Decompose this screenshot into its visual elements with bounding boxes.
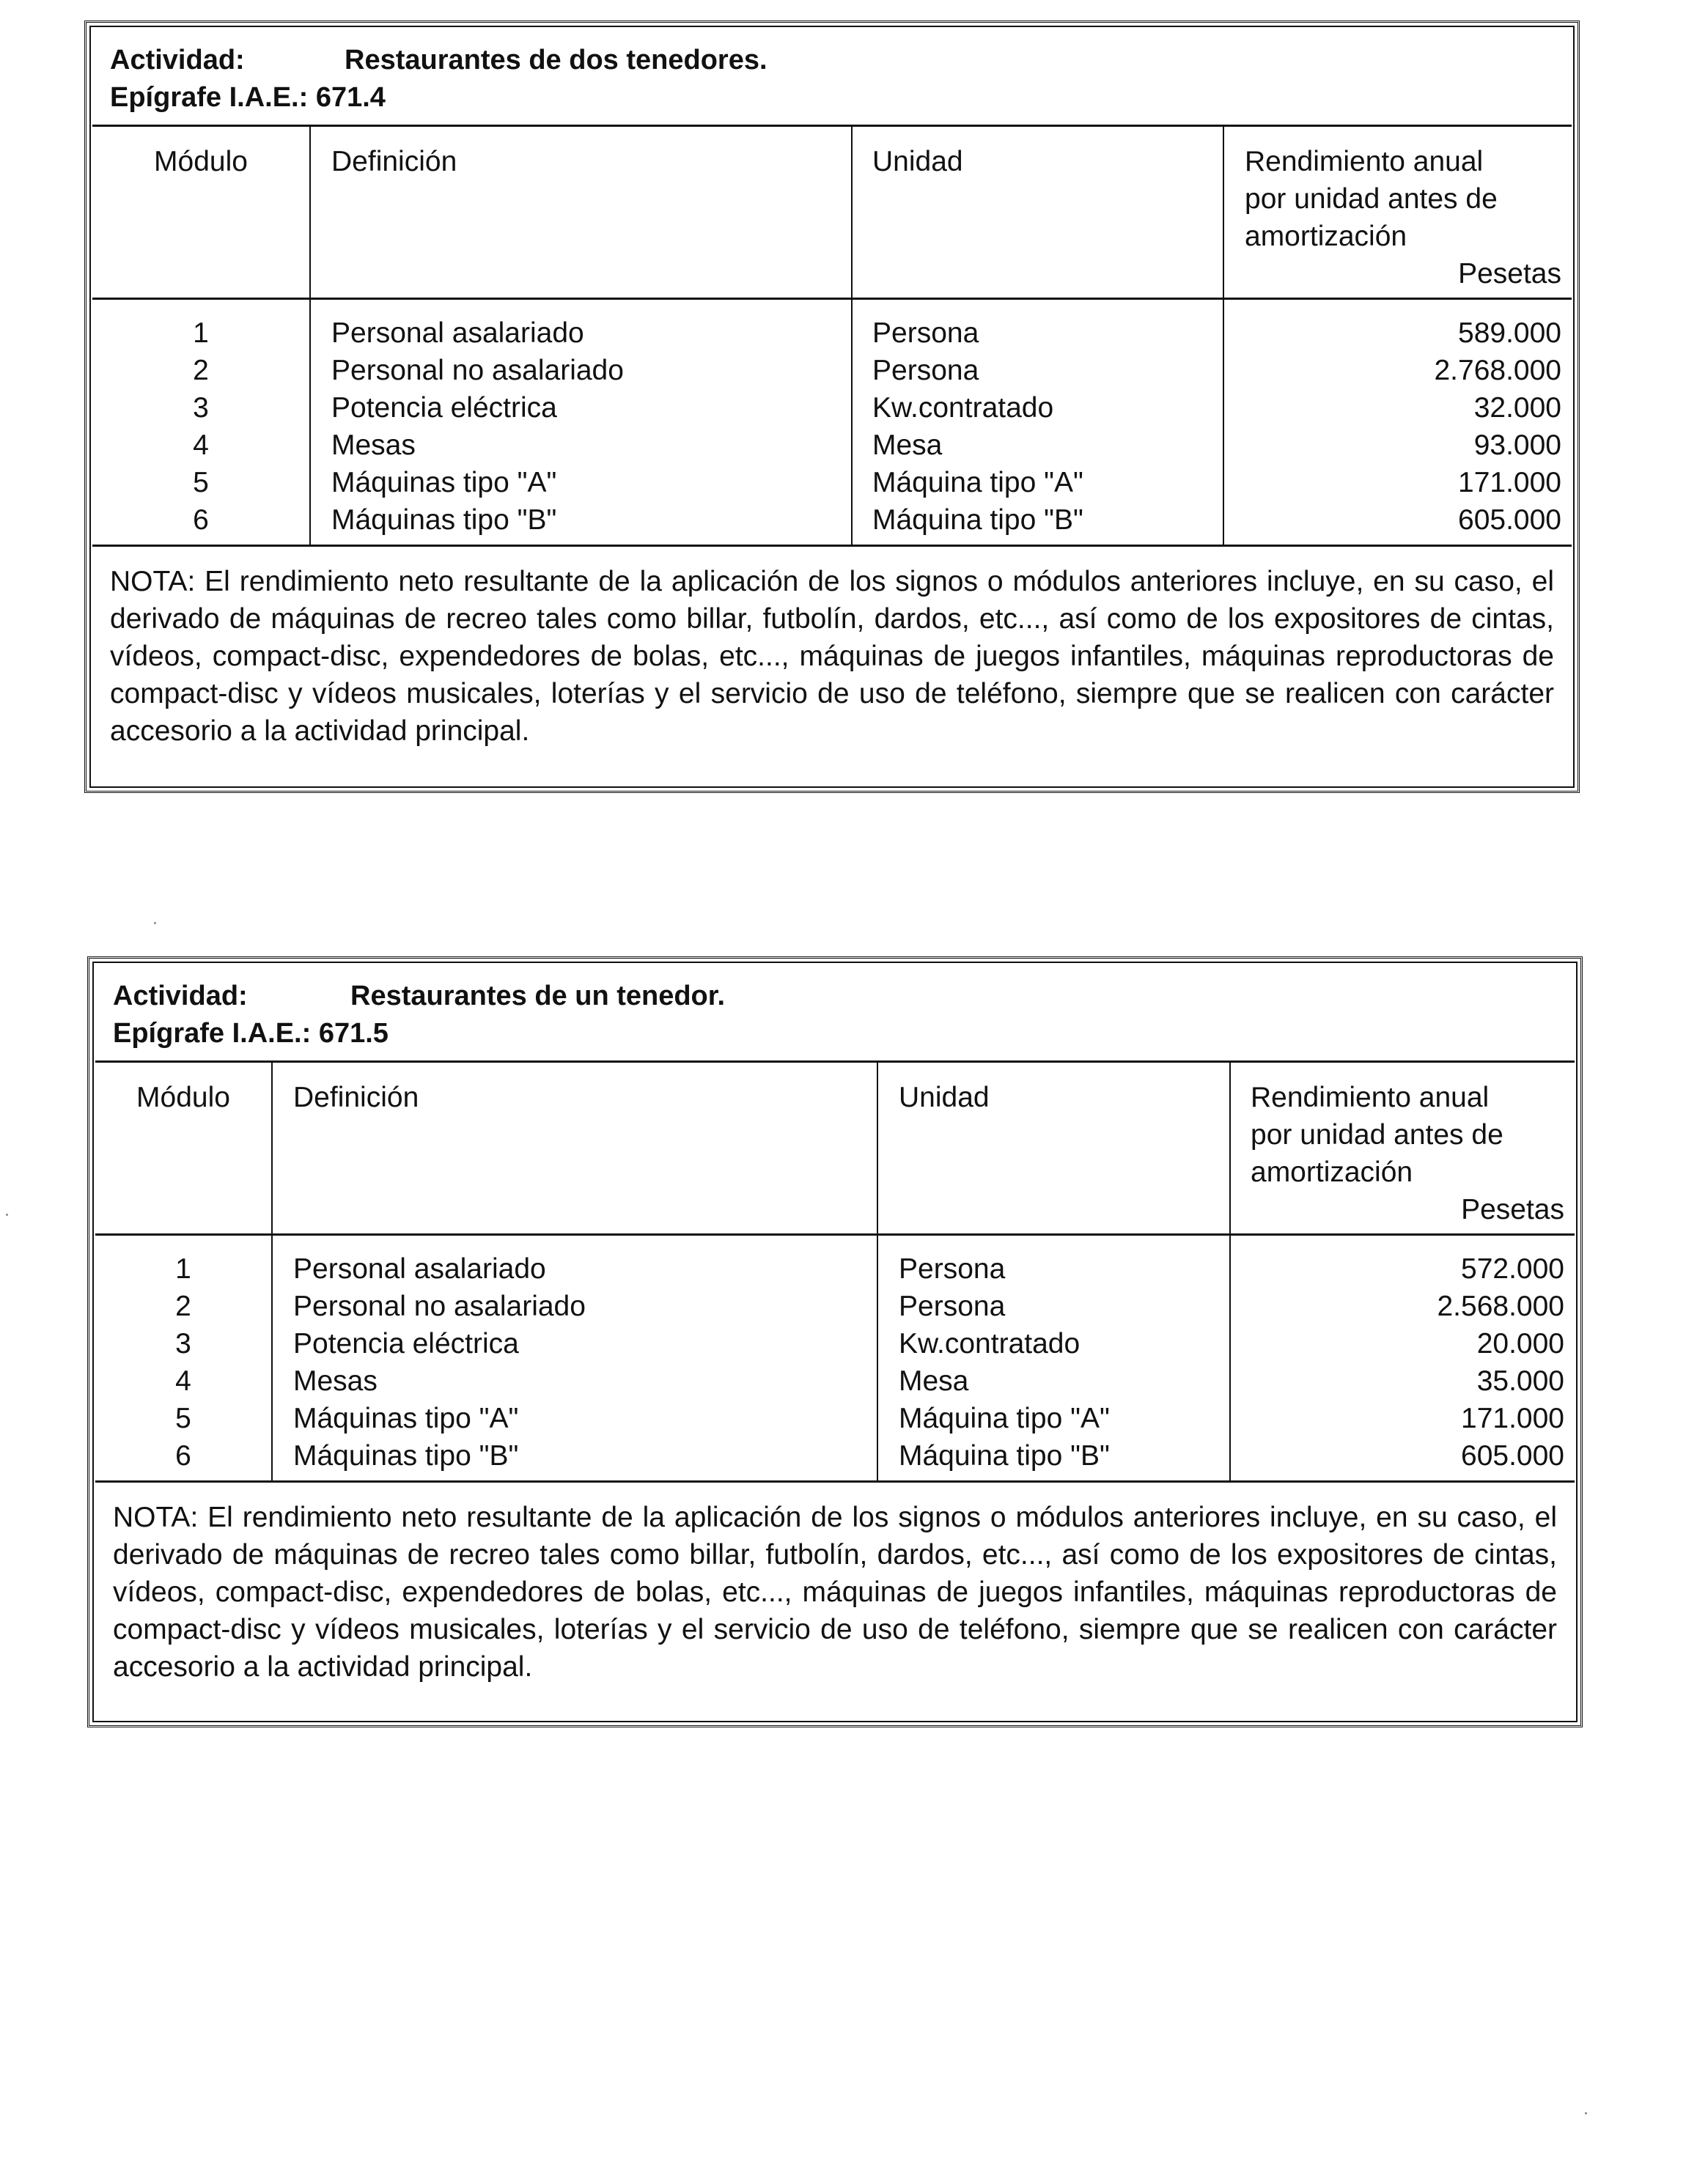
cell-definicion: Personal no asalariado	[293, 1291, 586, 1322]
column-divider	[271, 1236, 273, 1480]
cell-modulo: 6	[175, 1440, 191, 1472]
column-divider	[309, 300, 311, 545]
cell-unidad: Máquina tipo "A"	[899, 1403, 1110, 1434]
column-divider	[851, 300, 853, 545]
scan-speck	[6, 1214, 8, 1216]
activity-line	[110, 45, 767, 76]
cell-rendimiento: 605.000	[1458, 504, 1561, 536]
cell-rendimiento: 572.000	[1461, 1253, 1564, 1285]
column-header-rendimiento-3: amortización	[1251, 1156, 1413, 1188]
cell-rendimiento: 2.568.000	[1437, 1291, 1564, 1322]
nota-text: NOTA: El rendimiento neto resultante de la aplicación de los signos o módulos anteriores incluye, en su caso, el derivado de máquinas de recreo tales como billar, futbolín, dardos, etc..., así como de los expositores de cintas, vídeos, compact-disc, expendedores de bolas, etc..., máquinas de juegos infantiles, máquinas reproductoras de compact-disc y vídeos musicales, loterías y el servicio de uso de teléfono, siempre que se realicen con carácter accesorio a la actividad principal.	[113, 1502, 1557, 1683]
cell-modulo: 5	[175, 1403, 191, 1434]
column-divider	[271, 1063, 273, 1233]
column-header-unit: Pesetas	[1461, 1194, 1564, 1225]
activity-header	[92, 29, 1572, 127]
scan-speck	[1585, 2112, 1587, 2114]
cell-unidad: Kw.contratado	[872, 392, 1054, 424]
column-divider	[309, 127, 311, 298]
cell-modulo: 4	[193, 429, 209, 461]
column-header-definicion: Definición	[293, 1082, 419, 1113]
column-header-rendimiento-3: amortización	[1245, 221, 1407, 252]
activity-value: Restaurantes de un tenedor.	[350, 981, 726, 1011]
cell-definicion: Mesas	[331, 429, 416, 461]
column-header-rendimiento-1: Rendimiento anual	[1251, 1082, 1490, 1113]
epigrafe-label: Epígrafe I.A.E.:	[113, 1018, 312, 1049]
column-header-rendimiento-2: por unidad antes de	[1245, 183, 1498, 215]
cell-definicion: Mesas	[293, 1365, 378, 1397]
column-divider	[851, 127, 853, 298]
module-table-671-4	[84, 21, 1580, 793]
column-header-row	[95, 1063, 1575, 1236]
column-header-rendimiento-1: Rendimiento anual	[1245, 146, 1484, 177]
column-divider	[1229, 1236, 1231, 1480]
epigrafe-line	[110, 82, 386, 114]
cell-rendimiento: 605.000	[1461, 1440, 1564, 1472]
cell-definicion: Personal asalariado	[331, 317, 584, 349]
cell-definicion: Máquinas tipo "A"	[293, 1403, 519, 1434]
data-rows	[95, 1236, 1575, 1483]
column-divider	[1229, 1063, 1231, 1233]
cell-rendimiento: 35.000	[1476, 1365, 1564, 1397]
cell-modulo: 6	[193, 504, 209, 536]
cell-definicion: Potencia eléctrica	[331, 392, 557, 424]
epigrafe-line	[113, 1018, 389, 1049]
cell-unidad: Mesa	[872, 429, 943, 461]
cell-definicion: Personal no asalariado	[331, 355, 624, 386]
cell-unidad: Persona	[899, 1253, 1006, 1285]
cell-definicion: Máquinas tipo "B"	[293, 1440, 519, 1472]
column-divider	[877, 1063, 878, 1233]
column-header-rendimiento-2: por unidad antes de	[1251, 1119, 1503, 1151]
cell-rendimiento: 589.000	[1458, 317, 1561, 349]
cell-modulo: 3	[193, 392, 209, 424]
cell-unidad: Persona	[899, 1291, 1006, 1322]
cell-unidad: Mesa	[899, 1365, 969, 1397]
cell-modulo: 4	[175, 1365, 191, 1397]
column-header-definicion: Definición	[331, 146, 457, 177]
cell-modulo: 5	[193, 467, 209, 498]
cell-modulo: 1	[193, 317, 209, 349]
epigrafe-value: 671.4	[315, 82, 386, 113]
cell-unidad: Máquina tipo "B"	[872, 504, 1083, 536]
cell-modulo: 2	[193, 355, 209, 386]
cell-definicion: Máquinas tipo "A"	[331, 467, 557, 498]
cell-modulo: 1	[175, 1253, 191, 1285]
cell-rendimiento: 171.000	[1458, 467, 1561, 498]
cell-definicion: Personal asalariado	[293, 1253, 546, 1285]
cell-unidad: Persona	[872, 317, 979, 349]
column-header-unit: Pesetas	[1458, 258, 1561, 289]
cell-rendimiento: 32.000	[1473, 392, 1561, 424]
cell-rendimiento: 2.768.000	[1434, 355, 1561, 386]
cell-rendimiento: 171.000	[1461, 1403, 1564, 1434]
activity-value: Restaurantes de dos tenedores.	[345, 45, 767, 75]
cell-definicion: Máquinas tipo "B"	[331, 504, 557, 536]
activity-label: Actividad:	[110, 45, 245, 75]
nota-text: NOTA: El rendimiento neto resultante de la aplicación de los signos o módulos anteriores incluye, en su caso, el derivado de máquinas de recreo tales como billar, futbolín, dardos, etc..., así como de los expositores de cintas, vídeos, compact-disc, expendedores de bolas, etc..., máquinas de juegos infantiles, máquinas reproductoras de compact-disc y vídeos musicales, loterías y el servicio de uso de teléfono, siempre que se realicen con carácter accesorio a la actividad principal.	[110, 566, 1554, 747]
column-divider	[877, 1236, 878, 1480]
cell-definicion: Potencia eléctrica	[293, 1328, 519, 1360]
epigrafe-label: Epígrafe I.A.E.:	[110, 82, 309, 113]
activity-header	[95, 964, 1575, 1063]
column-divider	[1223, 300, 1224, 545]
column-header-unidad: Unidad	[872, 146, 963, 177]
column-divider	[1223, 127, 1224, 298]
cell-unidad: Persona	[872, 355, 979, 386]
cell-rendimiento: 93.000	[1473, 429, 1561, 461]
activity-line	[113, 981, 726, 1012]
column-header-row	[92, 127, 1572, 300]
cell-modulo: 2	[175, 1291, 191, 1322]
cell-rendimiento: 20.000	[1476, 1328, 1564, 1360]
cell-unidad: Máquina tipo "B"	[899, 1440, 1110, 1472]
column-header-modulo: Módulo	[136, 1082, 230, 1113]
scan-speck	[154, 922, 156, 924]
cell-unidad: Kw.contratado	[899, 1328, 1081, 1360]
cell-modulo: 3	[175, 1328, 191, 1360]
module-table-671-5	[87, 956, 1583, 1727]
cell-unidad: Máquina tipo "A"	[872, 467, 1083, 498]
data-rows	[92, 300, 1572, 547]
column-header-modulo: Módulo	[154, 146, 248, 177]
epigrafe-value: 671.5	[318, 1018, 389, 1049]
column-header-unidad: Unidad	[899, 1082, 990, 1113]
activity-label: Actividad:	[113, 981, 248, 1011]
